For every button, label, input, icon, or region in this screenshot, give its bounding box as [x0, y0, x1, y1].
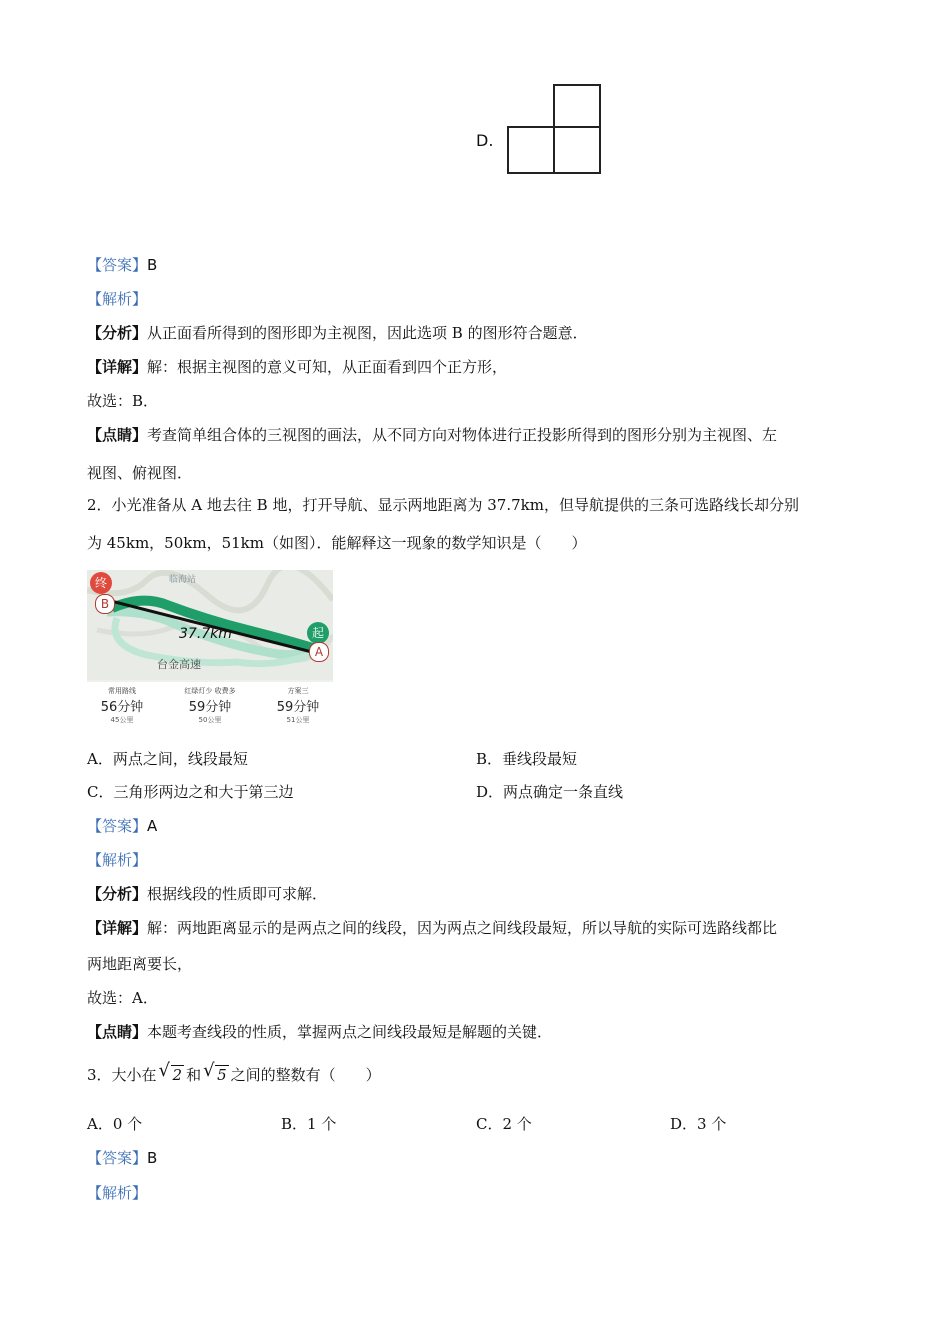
map-point-b: B — [95, 594, 115, 614]
q1-dianjing-cont: 视图、俯视图． — [87, 464, 193, 482]
q2-xiangjie-cont: 两地距离要长， — [87, 955, 193, 973]
q3-analysis-tag: 【解析】 — [87, 1184, 148, 1202]
route-3-time: 59分钟 — [276, 700, 320, 715]
route-2-time: 59分钟 — [188, 700, 232, 715]
q2-fenxi: 【分析】根据线段的性质即可求解． — [87, 885, 328, 903]
route-1-time: 56分钟 — [100, 700, 144, 715]
route-1 — [87, 686, 157, 725]
map-distance-label: 37.7km — [179, 626, 232, 642]
map-place-1: 临海站 — [169, 575, 197, 585]
q2-stem-2: 为 45km，50km，51km（如图）．能解释这一现象的数学知识是（ ） — [87, 534, 587, 552]
q3-answer: 【答案】B — [87, 1149, 158, 1167]
option-d-label: D. — [476, 131, 494, 150]
navigation-map — [87, 570, 333, 734]
map-end-marker: 终 — [90, 572, 112, 594]
q2-dianjing: 【点睛】本题考查线段的性质，掌握两点之间线段最短是解题的关键． — [87, 1023, 553, 1041]
route-2-name: 红绿灯少 收费多 — [184, 687, 236, 695]
route-2 — [175, 686, 245, 725]
q3-option-c: C．2 个 — [476, 1115, 532, 1133]
q1-fenxi: 【分析】从正面看所得到的图形即为主视图，因此选项 B 的图形符合题意． — [87, 324, 588, 342]
q1-dianjing: 【点睛】考查简单组合体的三视图的画法，从不同方向对物体进行正投影所得到的图形分别为主视图、左 — [87, 426, 778, 444]
map-place-2: 台金高速 — [157, 658, 201, 671]
square-top — [553, 84, 601, 130]
q2-option-a: A．两点之间，线段最短 — [87, 750, 248, 768]
q3-stem: 3．大小在√ 2 和√ 5 之间的整数有（ ） — [87, 1064, 381, 1086]
q1-answer: 【答案】B — [87, 256, 158, 274]
q2-xiangjie: 【详解】解：两地距离显示的是两点之间的线段，因为两点之间线段最短，所以导航的实际可选路线都比 — [87, 919, 778, 937]
q2-option-d: D．两点确定一条直线 — [476, 783, 624, 801]
q1-analysis-tag: 【解析】 — [87, 290, 148, 308]
q2-stem-1: 2．小光准备从 A 地去往 B 地，打开导航、显示两地距离为 37.7km，但导航提供的三条可选路线长却分别 — [87, 496, 799, 514]
q2-guxuan: 故选：A． — [87, 989, 158, 1007]
q1-xiangjie: 【详解】解：根据主视图的意义可知，从正面看到四个正方形， — [87, 358, 508, 376]
q3-option-b: B．1 个 — [281, 1115, 337, 1133]
q2-answer: 【答案】A — [87, 817, 158, 835]
q3-option-a: A．0 个 — [87, 1115, 143, 1133]
square-bottom-right — [553, 126, 601, 174]
q1-guxuan: 故选：B． — [87, 392, 159, 410]
square-bottom-left — [507, 126, 555, 174]
q2-option-c: C．三角形两边之和大于第三边 — [87, 783, 294, 801]
route-2-dist: 50公里 — [198, 716, 222, 724]
q2-analysis-tag: 【解析】 — [87, 851, 148, 869]
map-point-a: A — [309, 642, 329, 662]
sqrt-2: √ 2 — [159, 1064, 185, 1086]
route-3-dist: 51公里 — [286, 716, 310, 724]
sqrt-5: √ 5 — [203, 1064, 229, 1086]
route-1-dist: 45公里 — [110, 716, 134, 724]
map-start-marker: 起 — [307, 622, 329, 644]
q3-option-d: D．3 个 — [670, 1115, 727, 1133]
q2-option-b: B．垂线段最短 — [476, 750, 578, 768]
route-3-name: 方案三 — [287, 687, 309, 695]
route-3 — [263, 686, 333, 725]
map-route-panel — [87, 682, 333, 734]
route-1-name: 常用路线 — [108, 687, 136, 695]
